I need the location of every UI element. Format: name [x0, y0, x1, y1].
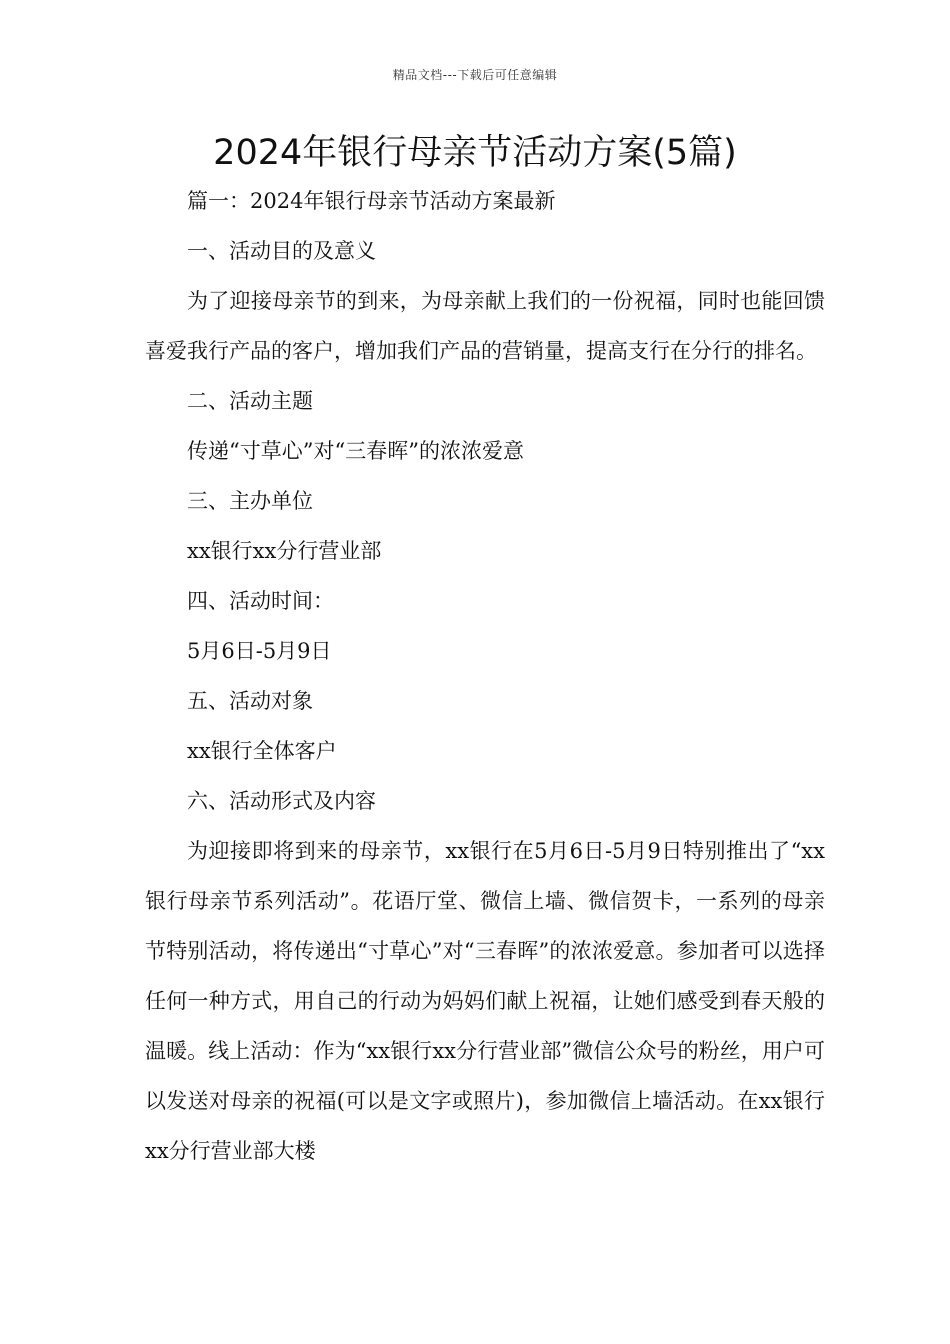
- section-heading-organizer: 三、主办单位: [187, 489, 313, 513]
- paragraph-organizer: xx银行xx分行营业部: [187, 539, 382, 563]
- section-heading-time: 四、活动时间：: [187, 589, 334, 613]
- paragraph-format: 为迎接即将到来的母亲节，xx银行在5月6日-5月9日特别推出了“xx银行母亲节系列活动”。花语厅堂、微信上墙、微信贺卡，一系列的母亲节特别活动，将传递出“寸草心”对“三春晖”的浓浓爱意。参加者可以选择任何一种方式，用自己的行动为妈妈们献上祝福，让她们感受到春天般的温暖。线上活动：作为“xx银行xx分行营业部”微信公众号的粉丝，用户可以发送对母亲的祝福(可以是文字或照片)，参加微信上墙活动。在xx银行xx分行营业部大楼: [145, 839, 825, 1163]
- paragraph-theme: 传递“寸草心”对“三春晖”的浓浓爱意: [187, 439, 524, 463]
- section-heading-format: 六、活动形式及内容: [187, 789, 376, 813]
- document-body: [145, 176, 825, 1176]
- section-heading-theme: 二、活动主题: [187, 389, 313, 413]
- document-title: 2024年银行母亲节活动方案(5篇): [213, 133, 737, 173]
- section-heading-audience: 五、活动对象: [187, 689, 313, 713]
- header-note: 精品文档---下载后可任意编辑: [392, 68, 558, 82]
- paragraph-purpose: 为了迎接母亲节的到来，为母亲献上我们的一份祝福，同时也能回馈喜爱我行产品的客户，增加我们产品的营销量，提高支行在分行的排名。: [145, 289, 825, 363]
- section-heading-purpose: 一、活动目的及意义: [187, 239, 376, 263]
- section-subtitle: 篇一：2024年银行母亲节活动方案最新: [187, 189, 556, 213]
- paragraph-audience: xx银行全体客户: [187, 739, 337, 763]
- paragraph-time: 5月6日-5月9日: [187, 639, 332, 663]
